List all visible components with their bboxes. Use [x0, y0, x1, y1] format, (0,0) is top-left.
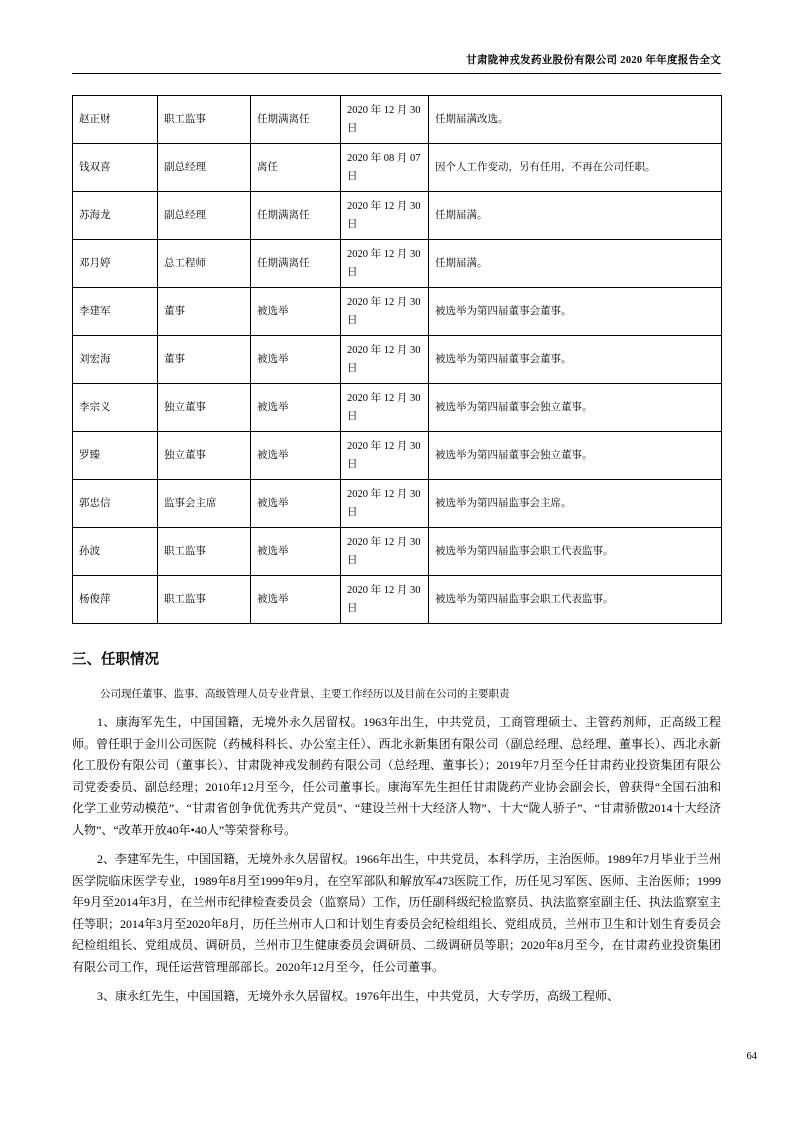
- cell-reason: 被选举为第四届董事会独立董事。: [429, 384, 722, 432]
- cell-change-type: 被选举: [251, 336, 341, 384]
- cell-reason: 被选举为第四届监事会主席。: [429, 480, 722, 528]
- cell-name: 李建军: [73, 288, 158, 336]
- section-heading: 三、任职情况: [72, 652, 159, 668]
- cell-reason: 任期届满。: [429, 192, 722, 240]
- cell-position: 独立董事: [158, 384, 251, 432]
- table-row: [73, 96, 722, 144]
- cell-position: 副总经理: [158, 144, 251, 192]
- cell-date: 2020 年 12 月 30 日: [341, 240, 429, 288]
- cell-name: 杨俊萍: [73, 576, 158, 624]
- cell-date: 2020 年 08 月 07 日: [341, 144, 429, 192]
- cell-name: 孙波: [73, 528, 158, 576]
- cell-reason: 被选举为第四届监事会职工代表监事。: [429, 576, 722, 624]
- cell-name: 李宗义: [73, 384, 158, 432]
- table-row: [73, 480, 722, 528]
- cell-date: 2020 年 12 月 30 日: [341, 192, 429, 240]
- cell-reason: 因个人工作变动，另有任用，不再在公司任职。: [429, 144, 722, 192]
- report-header-title: 甘肃陇神戎发药业股份有限公司 2020 年年度报告全文: [72, 52, 721, 74]
- page-number: 64: [746, 1051, 757, 1062]
- table-row: [73, 288, 722, 336]
- cell-position: 职工监事: [158, 528, 251, 576]
- cell-date: 2020 年 12 月 30 日: [341, 336, 429, 384]
- cell-change-type: 被选举: [251, 576, 341, 624]
- cell-date: 2020 年 12 月 30 日: [341, 528, 429, 576]
- cell-position: 职工监事: [158, 576, 251, 624]
- cell-date: 2020 年 12 月 30 日: [341, 576, 429, 624]
- cell-change-type: 任期满离任: [251, 240, 341, 288]
- cell-date: 2020 年 12 月 30 日: [341, 480, 429, 528]
- cell-reason: 被选举为第四届董事会董事。: [429, 336, 722, 384]
- cell-date: 2020 年 12 月 30 日: [341, 432, 429, 480]
- personnel-changes-table: [72, 95, 722, 624]
- table-row: [73, 192, 722, 240]
- cell-change-type: 被选举: [251, 288, 341, 336]
- cell-change-type: 被选举: [251, 480, 341, 528]
- cell-position: 总工程师: [158, 240, 251, 288]
- cell-change-type: 被选举: [251, 432, 341, 480]
- bio-paragraph: 3、康永红先生，中国国籍，无境外永久居留权。1976年出生，中共党员，大专学历，高级工程师、: [97, 989, 620, 1003]
- bio-paragraph: 2、李建军先生，中国国籍，无境外永久居留权。1966年出生，中共党员，本科学历，主治医师。1989年7月毕业于兰州医学院临床医学专业，1989年8月至1999年9月，在空军部队和解放军473医院工作，历任见习军医、医师、主治医师；1999年9月至2014年3月，在兰州市纪律检查委员会（监察局）工作，历任副科级纪检监察员、执法监察室副主任、执法监察室主任等职；2014年3月至2020年8月，历任兰州市人口和计划生育委员会纪检组组长、党组成员，兰州市卫生和计划生育委员会纪检组组长、党组成员、调研员，兰州市卫生健康委员会调研员、二级调研员等职；2020年8月至今，在甘肃药业投资集团有限公司工作，现任运营管理部部长。2020年12月至今，任公司董事。: [72, 852, 722, 974]
- cell-reason: 任期届满改选。: [429, 96, 722, 144]
- cell-name: 刘宏海: [73, 336, 158, 384]
- bio-paragraph: 1、康海军先生，中国国籍，无境外永久居留权。1963年出生，中共党员，工商管理硕士、主管药剂师，正高级工程师。曾任职于金川公司医院（药械科科长、办公室主任）、西北永新集团有限公司（副总经理、总经理、董事长）、西北永新化工股份有限公司（董事长）、甘肃陇神戎发制药有限公司（总经理、董事长）；2019年7月至今任甘肃药业投资集团有限公司党委委员、副总经理；2010年12月至今，任公司董事长。康海军先生担任甘肃陇药产业协会副会长，曾获得“全国石油和化学工业劳动模范”、“甘肃省创争优优秀共产党员”、“建设兰州十大经济人物”、十大“陇人骄子”、“甘肃骄傲2014十大经济人物”、“改革开放40年•40人”等荣誉称号。: [72, 715, 721, 837]
- cell-change-type: 离任: [251, 144, 341, 192]
- table-row: [73, 432, 722, 480]
- cell-date: 2020 年 12 月 30 日: [341, 288, 429, 336]
- cell-name: 苏海龙: [73, 192, 158, 240]
- cell-date: 2020 年 12 月 30 日: [341, 96, 429, 144]
- cell-date: 2020 年 12 月 30 日: [341, 384, 429, 432]
- cell-name: 罗臻: [73, 432, 158, 480]
- cell-position: 董事: [158, 288, 251, 336]
- document-body: [72, 95, 721, 1008]
- cell-name: 郭忠信: [73, 480, 158, 528]
- cell-change-type: 任期满离任: [251, 96, 341, 144]
- table-row: [73, 576, 722, 624]
- table-row: [73, 336, 722, 384]
- cell-position: 副总经理: [158, 192, 251, 240]
- cell-name: 邓月婷: [73, 240, 158, 288]
- cell-position: 独立董事: [158, 432, 251, 480]
- table-row: [73, 384, 722, 432]
- table-row: [73, 528, 722, 576]
- cell-reason: 被选举为第四届监事会职工代表监事。: [429, 528, 722, 576]
- table-row: [73, 240, 722, 288]
- cell-name: 赵正财: [73, 96, 158, 144]
- cell-change-type: 被选举: [251, 384, 341, 432]
- cell-reason: 被选举为第四届董事会独立董事。: [429, 432, 722, 480]
- cell-change-type: 任期满离任: [251, 192, 341, 240]
- cell-position: 董事: [158, 336, 251, 384]
- cell-reason: 任期届满。: [429, 240, 722, 288]
- cell-change-type: 被选举: [251, 528, 341, 576]
- cell-name: 钱双喜: [73, 144, 158, 192]
- cell-position: 职工监事: [158, 96, 251, 144]
- cell-position: 监事会主席: [158, 480, 251, 528]
- table-row: [73, 144, 722, 192]
- section-intro: 公司现任董事、监事、高级管理人员专业背景、主要工作经历以及目前在公司的主要职责: [100, 689, 510, 700]
- cell-reason: 被选举为第四届董事会董事。: [429, 288, 722, 336]
